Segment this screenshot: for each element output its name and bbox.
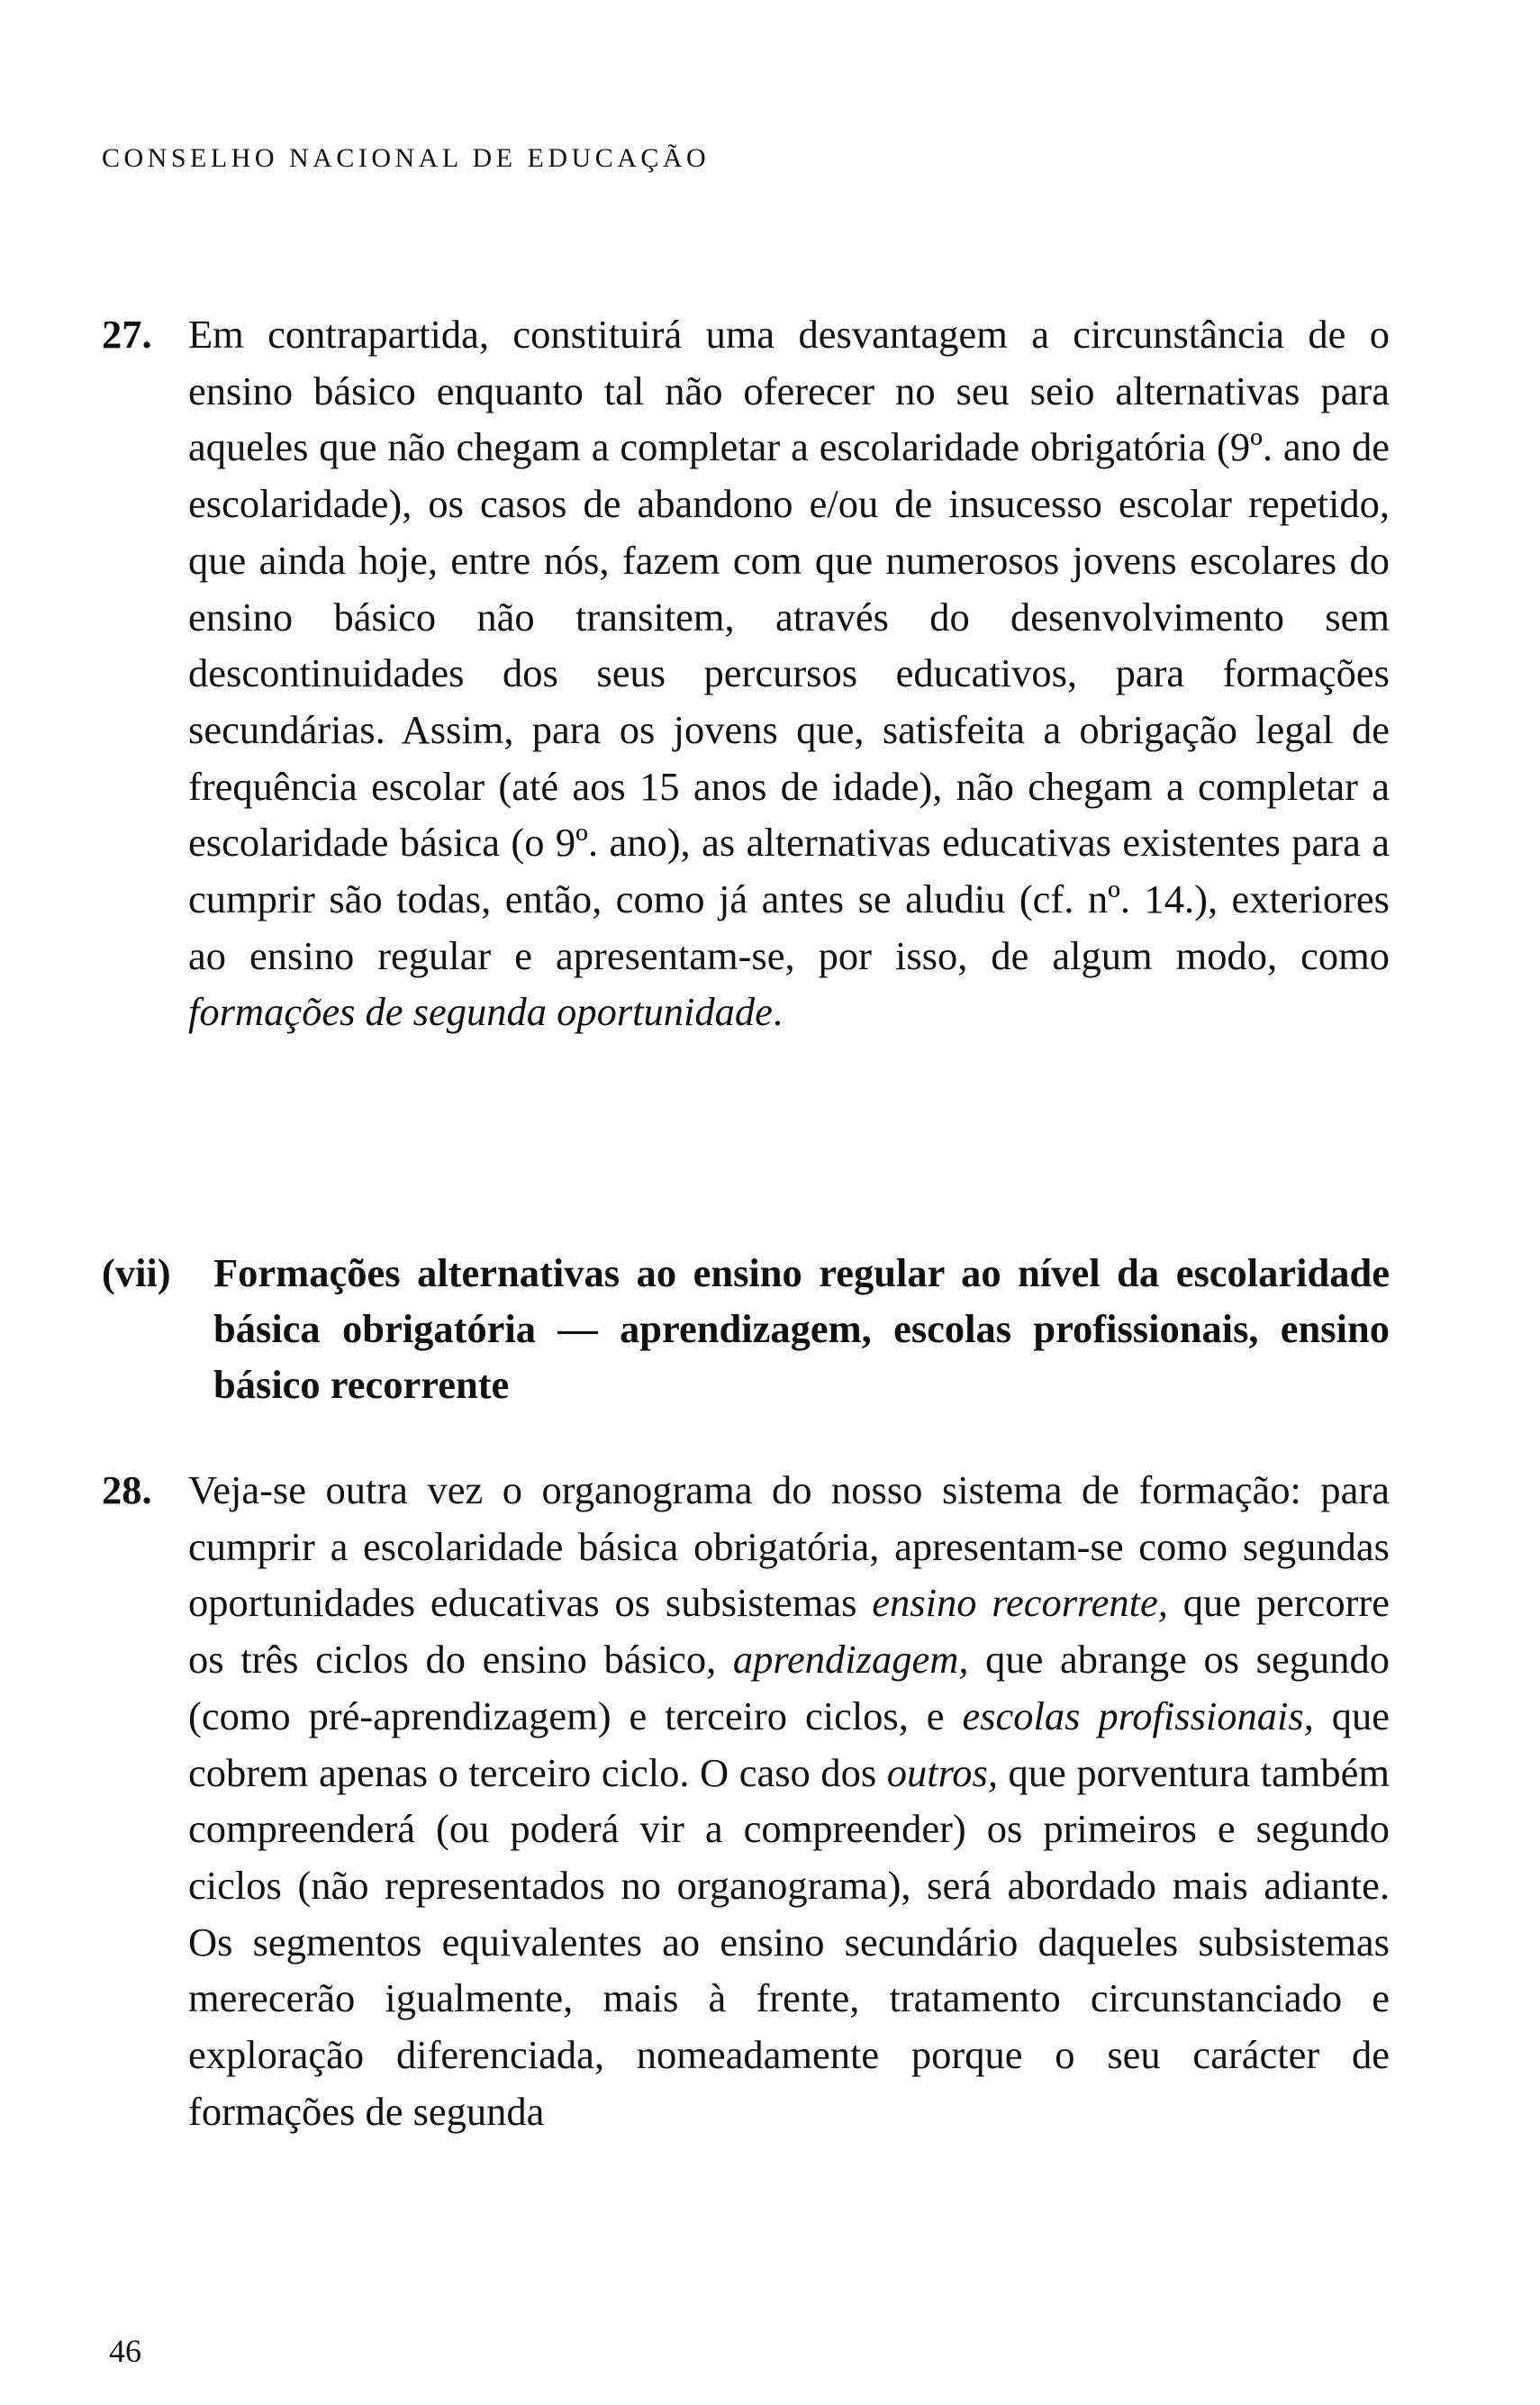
paragraph-text: que percorre os três ciclos do ensino básico, [188,1580,1390,1683]
paragraph-text: que porventura também compreenderá (ou poderá vir a compreender) os primeiros e segundo ciclos (não representados no organograma), será abordado mais adiante. Os segmentos equivalentes ao ensino secundário daqueles subsistemas merecerão igualmente, mais à frente, tratamento circunstanciado e exploração diferenciada, nomeadamente porque o seu carácter de formações de segunda [188,1749,1390,2134]
italic-term: outros, [886,1749,998,1795]
paragraph-text: que cobrem apenas o terceiro ciclo. O caso dos [188,1693,1390,1795]
italic-term: aprendizagem, [732,1637,969,1683]
paragraph-27 [102,306,1390,1040]
paragraph-text: . [772,989,784,1035]
running-head: CONSELHO NACIONAL DE EDUCAÇÃO [102,143,711,173]
paragraph-text: que abrange os segundo (como pré-aprendizagem) e terceiro ciclos, e [188,1637,1390,1738]
page-number: 46 [109,2333,141,2369]
paragraph-text: Em contrapartida, constituirá uma desvantagem a circunstância de o ensino básico enquanto tal não oferecer no seu seio alternativas para aqueles que não chegam a completar a escolaridade obrigatória (9º. ano de escolaridade), os casos de abandono e/ou de insucesso escolar repetido, que ainda hoje, entre nós, fazem com que numerosos jovens escolares do ensino básico não transitem, através do desenvolvimento sem descontinuidades dos seus percursos educativos, para formações secundárias. Assim, para os jovens que, satisfeita a obrigação legal de frequência escolar (até aos 15 anos de idade), não chegam a completar a escolaridade básica (o 9º. ano), as alternativas educativas existentes para a cumprir são todas, então, como já antes se aludiu (cf. nº. 14.), exteriores ao ensino regular e apresentam-se, por isso, de algum modo, como [188,312,1390,978]
paragraph-28 [102,1462,1390,2139]
paragraph-text: Veja-se outra vez o organograma do nosso sistema de formação: para cumprir a escolaridade básica obrigatória, apresentam-se como segundas oportunidades educativas os subsistemas [188,1467,1390,1626]
italic-term: ensino recorrente, [872,1580,1168,1626]
paragraph-body [188,306,1390,1040]
italic-term: escolas profissionais, [962,1693,1314,1738]
section-number: (vii) [102,1250,171,1295]
paragraph-number: 28. [102,1467,152,1512]
paragraph-body [188,1462,1390,2139]
paragraph-number: 27. [102,312,152,357]
italic-phrase: formações de segunda oportunidade [188,989,773,1035]
section-heading [102,1245,1390,1412]
section-title: Formações alternativas ao ensino regular ao nível da escolaridade básica obrigatória — aprendizagem, escolas profissionais, ensino básico recorrente [213,1250,1390,1407]
